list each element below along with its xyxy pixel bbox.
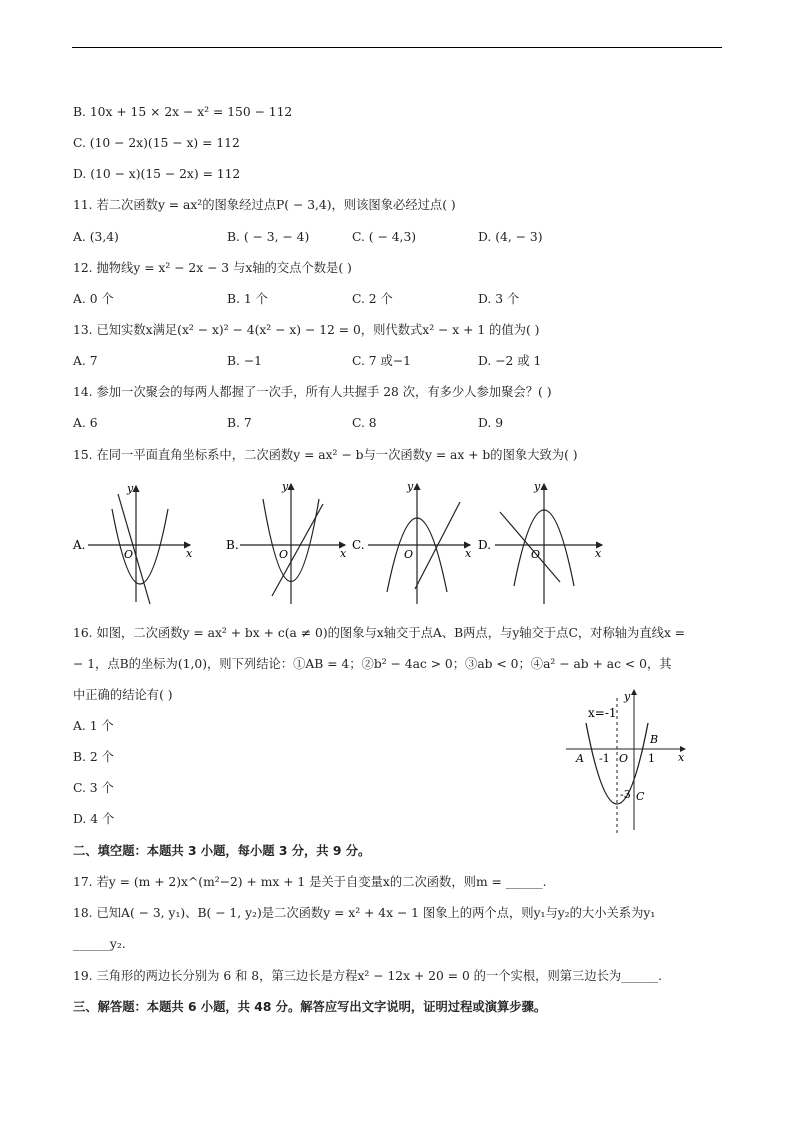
- q15-label-a: A.: [73, 538, 86, 552]
- q16-option-a: A. 1 个: [73, 719, 114, 733]
- q15-d-origin: O: [531, 548, 541, 561]
- q15-a-y: y: [127, 482, 134, 495]
- q19: 19. 三角形的两边长分别为 6 和 8，第三边长是方程x² − 12x + 20 = 0 的一个实根，则第三边长为______.: [73, 969, 663, 983]
- q16-fig-minus3: -3: [620, 788, 631, 801]
- q13-stem: 13. 已知实数x满足(x² − x)² − 4(x² − x) − 12 = 0，则代数式x² − x + 1 的值为( ): [73, 323, 540, 337]
- q16-fig-minus1: -1: [599, 752, 610, 765]
- q16-line3: 中正确的结论有( ): [73, 688, 173, 702]
- q16-fig-a: A: [576, 752, 584, 765]
- q15-stem: 15. 在同一平面直角坐标系中，二次函数y = ax² − b与一次函数y = ax + b的图象大致为( ): [73, 448, 578, 462]
- q11-option-c: C. ( − 4,3): [352, 230, 417, 244]
- q14-option-d: D. 9: [478, 416, 504, 430]
- q16-fig-x: x: [678, 751, 685, 764]
- q15-b-y: y: [282, 480, 289, 493]
- q15-a-x: x: [186, 547, 193, 560]
- q16-fig-b: B: [650, 733, 659, 746]
- q11-stem: 11. 若二次函数y = ax²的图象经过点P( − 3,4)，则该图象必经过点( ): [73, 198, 456, 212]
- q15-label-c: C.: [352, 538, 365, 552]
- q15-c-y: y: [407, 480, 414, 493]
- q16-fig-axis-label: x=-1: [588, 706, 617, 720]
- q14-option-a: A. 6: [73, 416, 98, 430]
- q13-option-a: A. 7: [73, 354, 98, 368]
- q15-c-x: x: [465, 547, 472, 560]
- q11-option-b: B. ( − 3, − 4): [227, 230, 310, 244]
- q16-fig-plus1: 1: [648, 752, 655, 765]
- q13-option-d: D. −2 或 1: [478, 354, 542, 368]
- q17: 17. 若y = (m + 2)x^(m²−2) + mx + 1 是关于自变量x的二次函数，则m = ______.: [73, 875, 547, 889]
- q15-graphs: [0, 474, 794, 614]
- q15-b-origin: O: [279, 548, 289, 561]
- q11-option-a: A. (3,4): [73, 230, 119, 244]
- q12-option-d: D. 3 个: [478, 292, 520, 306]
- q10-option-d: D. (10 − x)(15 − 2x) = 112: [73, 167, 241, 181]
- q15-a-origin: O: [124, 548, 134, 561]
- q10-option-b: B. 10x + 15 × 2x − x² = 150 − 112: [73, 105, 293, 119]
- q16-fig-y: y: [624, 690, 631, 703]
- header-rule: [72, 47, 722, 48]
- q14-option-c: C. 8: [352, 416, 377, 430]
- q12-option-a: A. 0 个: [73, 292, 114, 306]
- q15-b-x: x: [340, 547, 347, 560]
- q15-graph-d: [495, 484, 602, 604]
- q14-stem: 14. 参加一次聚会的每两人都握了一次手，所有人共握手 28 次，有多少人参加聚会？( ): [73, 385, 552, 399]
- q12-option-b: B. 1 个: [227, 292, 268, 306]
- q12-stem: 12. 抛物线y = x² − 2x − 3 与x轴的交点个数是( ): [73, 261, 352, 275]
- q13-option-b: B. −1: [227, 354, 262, 368]
- q15-d-y: y: [534, 480, 541, 493]
- q16-fig-o: O: [619, 752, 629, 765]
- section-3-heading: 三、解答题：本题共 6 小题，共 48 分。解答应写出文字说明，证明过程或演算步骤。: [73, 1000, 547, 1014]
- q16-option-d: D. 4 个: [73, 812, 115, 826]
- q15-graph-b: [240, 484, 345, 604]
- q15-label-b: B.: [226, 538, 239, 552]
- q16-option-b: B. 2 个: [73, 750, 114, 764]
- q11-option-d: D. (4, − 3): [478, 230, 543, 244]
- q12-option-c: C. 2 个: [352, 292, 393, 306]
- section-2-heading: 二、填空题：本题共 3 小题，每小题 3 分，共 9 分。: [73, 844, 371, 858]
- q13-option-c: C. 7 或−1: [352, 354, 411, 368]
- q16-figure: [560, 680, 700, 840]
- q15-graph-c: [368, 484, 470, 604]
- q14-option-b: B. 7: [227, 416, 252, 430]
- q16-line2: − 1，点B的坐标为(1,0)，则下列结论：①AB = 4；②b² − 4ac > 0；③ab < 0；④a² − ab + ac < 0，其: [73, 657, 672, 671]
- q16-line1: 16. 如图，二次函数y = ax² + bx + c(a ≠ 0)的图象与x轴交于点A、B两点，与y轴交于点C，对称轴为直线x =: [73, 626, 686, 640]
- q15-graph-a: [88, 486, 190, 604]
- q18-line1: 18. 已知A( − 3, y₁)、B( − 1, y₂)是二次函数y = x² + 4x − 1 图象上的两个点，则y₁与y₂的大小关系为y₁: [73, 906, 656, 920]
- q16-fig-c: C: [636, 790, 645, 803]
- q15-label-d: D.: [478, 538, 492, 552]
- q10-option-c: C. (10 − 2x)(15 − x) = 112: [73, 136, 240, 150]
- q16-option-c: C. 3 个: [73, 781, 114, 795]
- q18-line2: ______y₂.: [73, 937, 126, 951]
- q15-c-origin: O: [404, 548, 414, 561]
- q15-d-x: x: [595, 547, 602, 560]
